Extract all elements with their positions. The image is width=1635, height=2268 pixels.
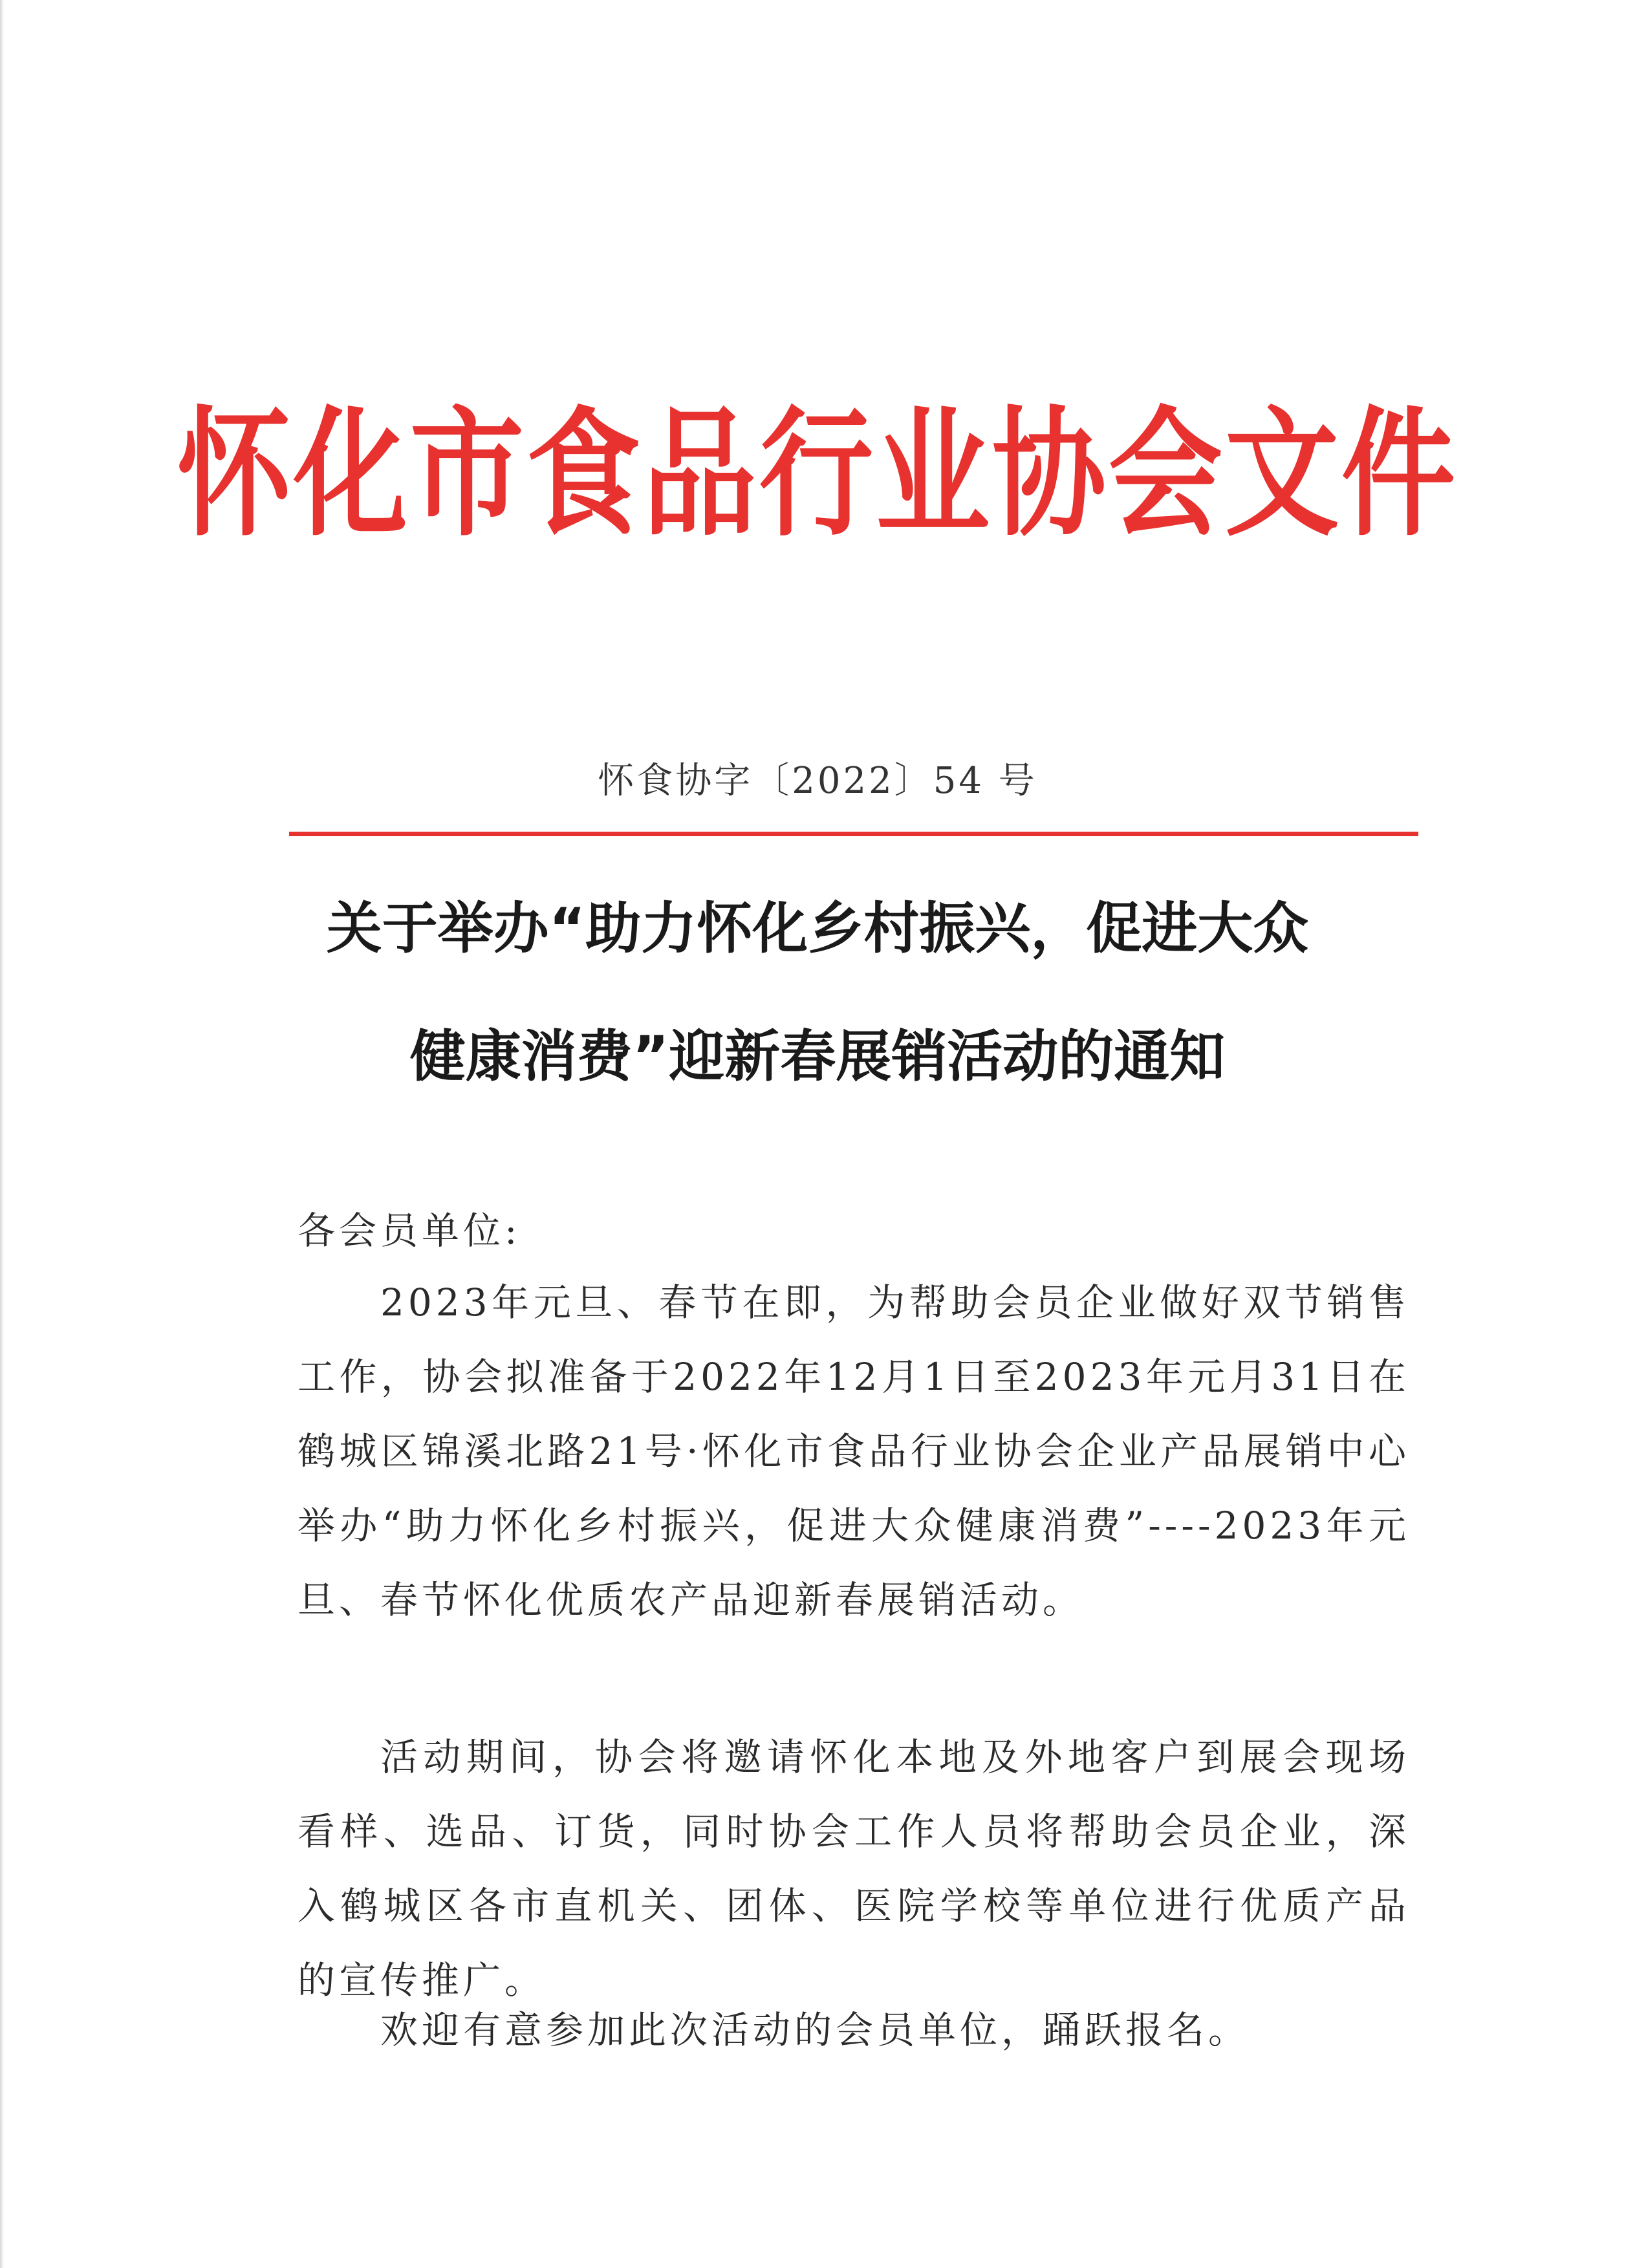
- body-paragraph-1: 2023年元旦、春节在即，为帮助会员企业做好双节销售工作，协会拟准备于2022年12月1日至2023年元月31日在鹤城区锦溪北路21号·怀化市食品行业协会企业产品展销中心举办“助力怀化乡村振兴，促进大众健康消费”----2023年元旦、春节怀化优质农产品迎新春展销活动。: [298, 1280, 1410, 1622]
- salutation: 各会员单位:: [298, 1209, 521, 1253]
- notice-title-line-2: 健康消费”迎新春展销活动的通知: [409, 1024, 1226, 1089]
- body-paragraph-3: 欢迎有意参加此次活动的会员单位，踊跃报名。: [380, 2008, 1250, 2052]
- red-separator-line: [289, 832, 1418, 836]
- scan-edge-shadow: [0, 0, 4, 2268]
- notice-title-line-1: 关于举办“助力怀化乡村振兴，促进大众: [326, 896, 1309, 961]
- organization-header-title: 怀化市食品行业协会文件: [177, 393, 1458, 556]
- body-paragraph-2: 活动期间，协会将邀请怀化本地及外地客户到展会现场看样、选品、订货，同时协会工作人员将帮助会员企业，深入鹤城区各市直机关、团体、医院学校等单位进行优质产品的宣传推广。: [298, 1735, 1410, 2002]
- document-number: 怀食协字〔2022〕54 号: [598, 760, 1037, 802]
